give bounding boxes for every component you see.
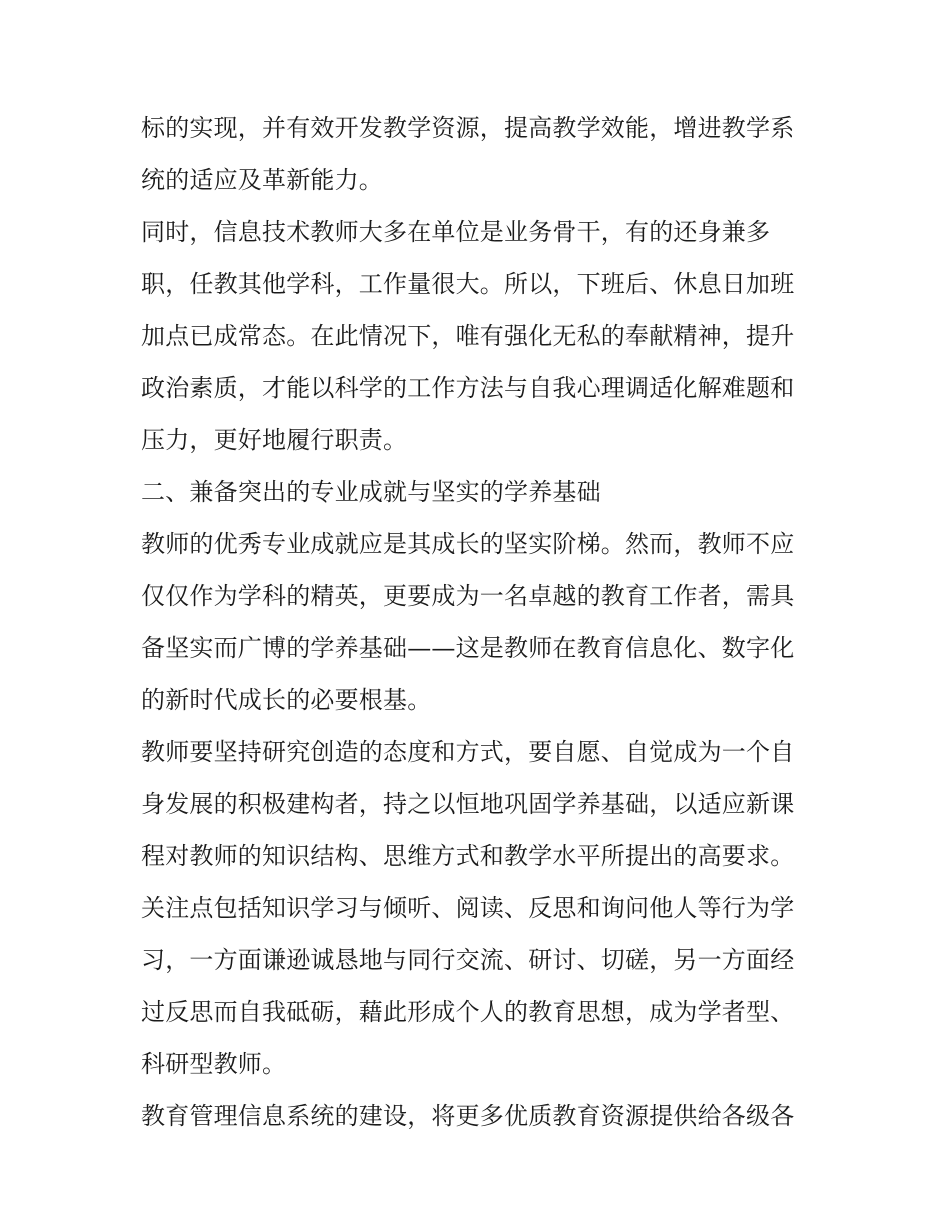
- text-line: 压力，更好地履行职责。: [141, 426, 408, 454]
- text-line: 身发展的积极建构者，持之以恒地巩固学养基础，以适应新课: [141, 790, 795, 818]
- text-line: 备坚实而广博的学养基础——这是教师在教育信息化、数字化: [141, 634, 795, 662]
- text-line: 程对教师的知识结构、思维方式和教学水平所提出的高要求。: [141, 842, 795, 870]
- text-line: 过反思而自我砥砺，藉此形成个人的教育思想，成为学者型、: [141, 998, 795, 1026]
- text-line: 习，一方面谦逊诚恳地与同行交流、研讨、切磋，另一方面经: [141, 946, 795, 974]
- text-line: 的新时代成长的必要根基。: [141, 686, 432, 714]
- text-line: 统的适应及革新能力。: [141, 166, 383, 194]
- text-line: 职，任教其他学科，工作量很大。所以，下班后、休息日加班: [141, 270, 795, 298]
- text-line: 教师的优秀专业成就应是其成长的坚实阶梯。然而，教师不应: [141, 530, 795, 558]
- text-line: 关注点包括知识学习与倾听、阅读、反思和询问他人等行为学: [141, 894, 795, 922]
- document-body: [141, 102, 821, 1142]
- text-line: 教育管理信息系统的建设，将更多优质教育资源提供给各级各: [141, 1102, 795, 1130]
- text-line: 教师要坚持研究创造的态度和方式，要自愿、自觉成为一个自: [141, 738, 795, 766]
- section-heading: 二、兼备突出的专业成就与坚实的学养基础: [141, 478, 601, 506]
- text-line: 政治素质，才能以科学的工作方法与自我心理调适化解难题和: [141, 374, 795, 402]
- text-line: 标的实现，并有效开发教学资源，提高教学效能，增进教学系: [141, 114, 795, 142]
- text-line: 科研型教师。: [141, 1050, 287, 1078]
- text-line: 加点已成常态。在此情况下，唯有强化无私的奉献精神，提升: [141, 322, 795, 350]
- text-line: 仅仅作为学科的精英，更要成为一名卓越的教育工作者，需具: [141, 582, 795, 610]
- text-line: 同时，信息技术教师大多在单位是业务骨干，有的还身兼多: [141, 218, 771, 246]
